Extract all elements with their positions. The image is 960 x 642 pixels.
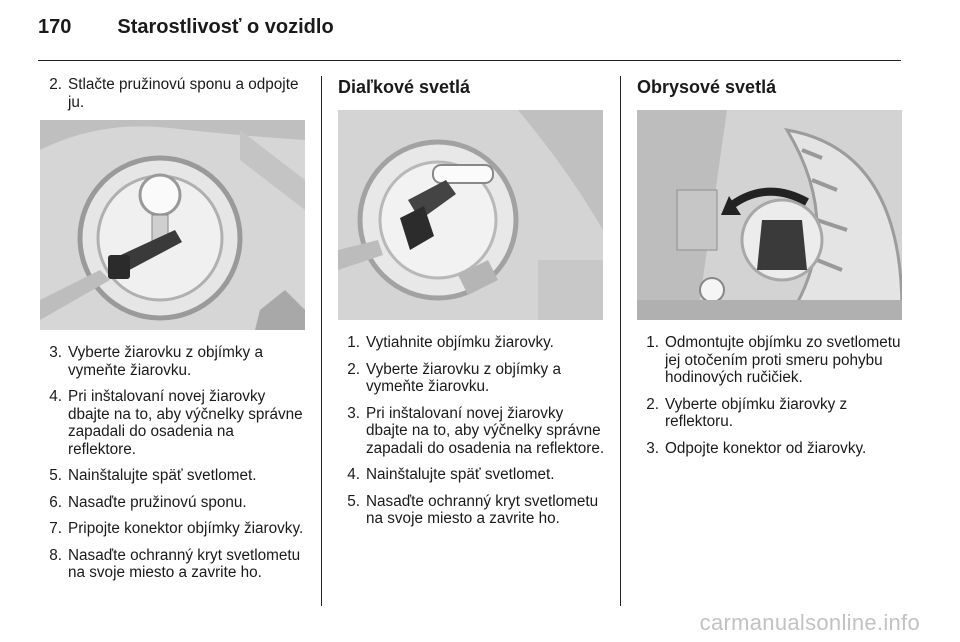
step-number: 1. bbox=[646, 334, 659, 351]
step-list bbox=[637, 334, 902, 457]
column-2 bbox=[338, 76, 608, 537]
step-text: Nainštalujte späť svetlomet. bbox=[68, 467, 257, 484]
step-item bbox=[40, 76, 305, 111]
step-text: Nasaďte ochranný kryt svetlometu na svoje miesto a zavrite ho. bbox=[366, 492, 599, 527]
step-list bbox=[40, 344, 305, 582]
step-item bbox=[338, 334, 608, 352]
column-divider-2 bbox=[620, 76, 621, 606]
step-number: 2. bbox=[49, 76, 62, 93]
step-item bbox=[637, 440, 902, 458]
photo-spring-clip bbox=[40, 120, 305, 330]
step-item bbox=[40, 547, 305, 582]
step-item bbox=[338, 466, 608, 484]
step-text: Nasaďte ochranný kryt svetlometu na svoje miesto a zavrite ho. bbox=[68, 546, 301, 581]
step-number: 2. bbox=[646, 395, 659, 413]
step-number: 3. bbox=[646, 439, 659, 457]
step-list bbox=[338, 334, 608, 528]
step-text: Pri inštalovaní novej žiarovky dbajte na to, aby výčnelky správne zapadali do osadenia na reflektore. bbox=[366, 404, 605, 457]
column-3 bbox=[637, 76, 902, 466]
step-text: Vyberte objímku žiarovky z reflektoru. bbox=[665, 395, 848, 430]
page-number: 170 bbox=[38, 16, 72, 38]
step-item bbox=[40, 344, 305, 379]
step-number: 5. bbox=[347, 492, 360, 510]
step-text: Pri inštalovaní novej žiarovky dbajte na to, aby výčnelky správne zapadali do osadenia na reflektore. bbox=[68, 388, 303, 458]
step-number: 5. bbox=[49, 467, 62, 484]
column-divider-1 bbox=[321, 76, 322, 606]
header-rule bbox=[38, 60, 901, 61]
step-text: Pripojte konektor objímky žiarovky. bbox=[68, 520, 304, 537]
step-number: 3. bbox=[347, 404, 360, 422]
step-number: 7. bbox=[49, 520, 62, 537]
step-item bbox=[338, 361, 608, 396]
step-item bbox=[637, 396, 902, 431]
step-item bbox=[40, 494, 305, 512]
step-text: Odpojte konektor od žiarovky. bbox=[665, 439, 867, 457]
step-item bbox=[637, 334, 902, 387]
step-item bbox=[40, 467, 305, 485]
step-number: 8. bbox=[49, 546, 62, 564]
column-1 bbox=[40, 76, 305, 591]
step-item bbox=[40, 520, 305, 538]
step-text: Nainštalujte späť svetlomet. bbox=[366, 466, 555, 483]
step-list-top bbox=[40, 76, 305, 111]
watermark: carmanualsonline.info bbox=[699, 610, 920, 635]
step-item bbox=[40, 388, 305, 458]
step-text: Nasaďte pružinovú sponu. bbox=[68, 493, 247, 511]
step-item bbox=[338, 405, 608, 458]
step-number: 3. bbox=[49, 344, 62, 361]
step-number: 4. bbox=[347, 466, 360, 483]
page-header bbox=[38, 16, 334, 46]
step-number: 4. bbox=[49, 388, 62, 405]
photo-high-beam bbox=[338, 110, 603, 320]
step-text: Vyberte žiarovku z objímky a vymeňte žiarovku. bbox=[366, 360, 561, 395]
step-number: 2. bbox=[347, 360, 360, 378]
step-number: 6. bbox=[49, 493, 62, 511]
section-title-high-beam: Diaľkové svetlá bbox=[338, 77, 471, 97]
chapter-title: Starostlivosť o vozidlo bbox=[117, 16, 334, 38]
section-title-parking-lights: Obrysové svetlá bbox=[637, 77, 777, 97]
step-item bbox=[338, 493, 608, 528]
photo-parking-lights bbox=[637, 110, 902, 320]
step-text: Odmontujte objímku zo svetlometu jej otočením proti smeru pohybu hodinových ručičiek. bbox=[665, 334, 901, 386]
step-text: Vyberte žiarovku z objímky a vymeňte žiarovku. bbox=[68, 344, 263, 379]
step-text: Stlačte pružinovú sponu a odpojte ju. bbox=[68, 76, 299, 111]
step-text: Vytiahnite objímku žiarovky. bbox=[366, 334, 554, 351]
step-number: 1. bbox=[347, 334, 360, 351]
